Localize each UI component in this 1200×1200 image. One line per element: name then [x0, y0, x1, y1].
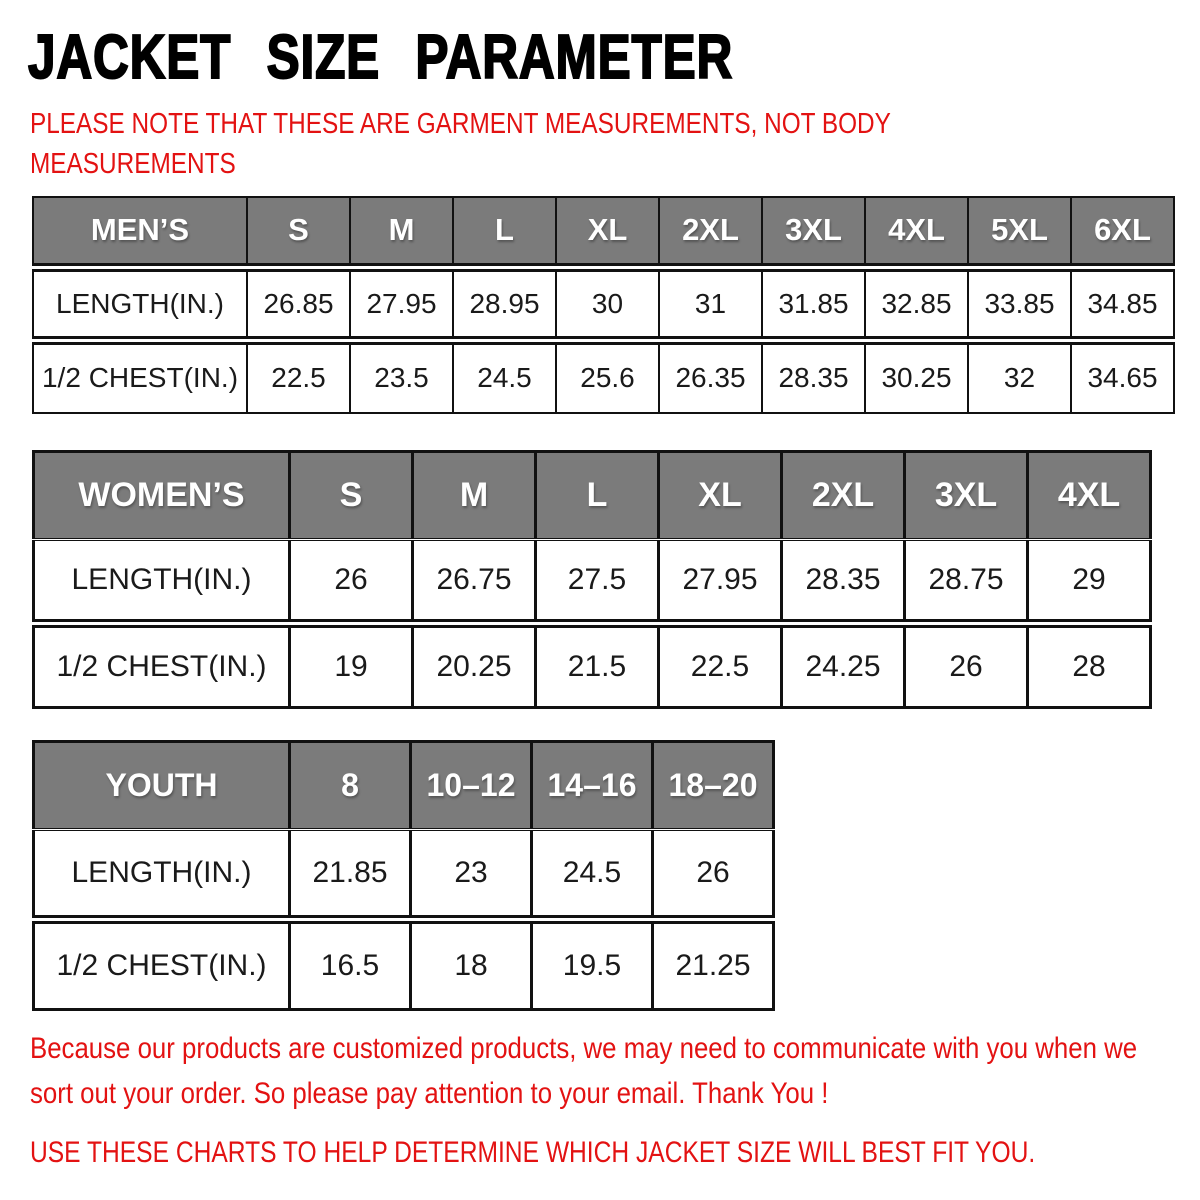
measurement-value-cell: 20.25	[413, 624, 536, 708]
measurement-value-cell: 28.35	[762, 340, 865, 413]
customization-notice: Because our products are customized products, we may need to communicate with you when we sort out your order. So please pay attention to your email. Thank You !	[30, 1032, 1138, 1110]
measurement-value-cell: 28.75	[905, 540, 1028, 624]
measurement-value-cell: 34.85	[1071, 267, 1174, 340]
womens-header-row	[34, 452, 1151, 540]
womens-size-table	[32, 450, 1152, 709]
mens-header-row	[33, 197, 1174, 267]
measurement-value-cell: 24.5	[453, 340, 556, 413]
youth-group-label: YOUTH	[34, 742, 290, 830]
mens-group-label: MEN’S	[33, 197, 247, 267]
measurement-value-cell: 32.85	[865, 267, 968, 340]
measurement-value-cell: 30.25	[865, 340, 968, 413]
measurement-row	[34, 920, 774, 1010]
measurement-value-cell: 30	[556, 267, 659, 340]
measurement-value-cell: 28.95	[453, 267, 556, 340]
measurement-value-cell: 26	[905, 624, 1028, 708]
size-column-header: M	[413, 452, 536, 540]
measurement-value-cell: 26.85	[247, 267, 350, 340]
size-column-header: S	[290, 452, 413, 540]
measurement-value-cell: 19.5	[532, 920, 653, 1010]
womens-group-label: WOMEN’S	[34, 452, 290, 540]
measurement-row-label: 1/2 CHEST(IN.)	[33, 340, 247, 413]
size-column-header: 6XL	[1071, 197, 1174, 267]
measurement-value-cell: 19	[290, 624, 413, 708]
size-column-header: 2XL	[782, 452, 905, 540]
mens-size-table	[32, 196, 1175, 414]
measurement-value-cell: 24.25	[782, 624, 905, 708]
measurement-row-label: LENGTH(IN.)	[34, 830, 290, 920]
measurement-value-cell: 27.95	[659, 540, 782, 624]
measurement-value-cell: 26	[290, 540, 413, 624]
size-column-header: 2XL	[659, 197, 762, 267]
measurement-row	[33, 340, 1174, 413]
fit-guidance-note: USE THESE CHARTS TO HELP DETERMINE WHICH JACKET SIZE WILL BEST FIT YOU.	[30, 1136, 1036, 1169]
measurement-value-cell: 27.5	[536, 540, 659, 624]
size-column-header: 18–20	[653, 742, 774, 830]
measurement-value-cell: 26.75	[413, 540, 536, 624]
measurement-value-cell: 29	[1028, 540, 1151, 624]
measurement-value-cell: 21.25	[653, 920, 774, 1010]
measurement-value-cell: 34.65	[1071, 340, 1174, 413]
size-column-header: 4XL	[865, 197, 968, 267]
measurement-row	[33, 267, 1174, 340]
size-column-header: L	[536, 452, 659, 540]
page-title: JACKET SIZE PARAMETER	[28, 23, 734, 92]
size-column-header: L	[453, 197, 556, 267]
measurement-value-cell: 18	[411, 920, 532, 1010]
size-column-header: 14–16	[532, 742, 653, 830]
youth-header-row	[34, 742, 774, 830]
measurement-value-cell: 28.35	[782, 540, 905, 624]
measurement-row	[34, 624, 1151, 708]
measurement-value-cell: 27.95	[350, 267, 453, 340]
size-column-header: 8	[290, 742, 411, 830]
measurement-value-cell: 31	[659, 267, 762, 340]
measurement-value-cell: 16.5	[290, 920, 411, 1010]
measurement-value-cell: 21.5	[536, 624, 659, 708]
measurement-value-cell: 33.85	[968, 267, 1071, 340]
size-column-header: M	[350, 197, 453, 267]
size-column-header: XL	[556, 197, 659, 267]
measurement-row-label: LENGTH(IN.)	[34, 540, 290, 624]
size-column-header: 4XL	[1028, 452, 1151, 540]
size-column-header: XL	[659, 452, 782, 540]
measurement-value-cell: 23.5	[350, 340, 453, 413]
measurement-value-cell: 26.35	[659, 340, 762, 413]
measurement-value-cell: 28	[1028, 624, 1151, 708]
measurement-row	[34, 540, 1151, 624]
measurement-value-cell: 25.6	[556, 340, 659, 413]
size-column-header: 3XL	[762, 197, 865, 267]
measurement-value-cell: 32	[968, 340, 1071, 413]
measurement-row	[34, 830, 774, 920]
measurement-value-cell: 23	[411, 830, 532, 920]
measurement-value-cell: 21.85	[290, 830, 411, 920]
measurement-value-cell: 24.5	[532, 830, 653, 920]
measurement-row-label: 1/2 CHEST(IN.)	[34, 624, 290, 708]
measurement-row-label: LENGTH(IN.)	[33, 267, 247, 340]
size-column-header: 10–12	[411, 742, 532, 830]
size-column-header: 3XL	[905, 452, 1028, 540]
size-column-header: S	[247, 197, 350, 267]
measurement-value-cell: 22.5	[659, 624, 782, 708]
measurement-value-cell: 31.85	[762, 267, 865, 340]
measurement-value-cell: 26	[653, 830, 774, 920]
garment-measurement-note: PLEASE NOTE THAT THESE ARE GARMENT MEASUREMENTS, NOT BODY MEASUREMENTS	[30, 108, 891, 181]
youth-size-table	[32, 740, 775, 1011]
measurement-value-cell: 22.5	[247, 340, 350, 413]
size-column-header: 5XL	[968, 197, 1071, 267]
measurement-row-label: 1/2 CHEST(IN.)	[34, 920, 290, 1010]
